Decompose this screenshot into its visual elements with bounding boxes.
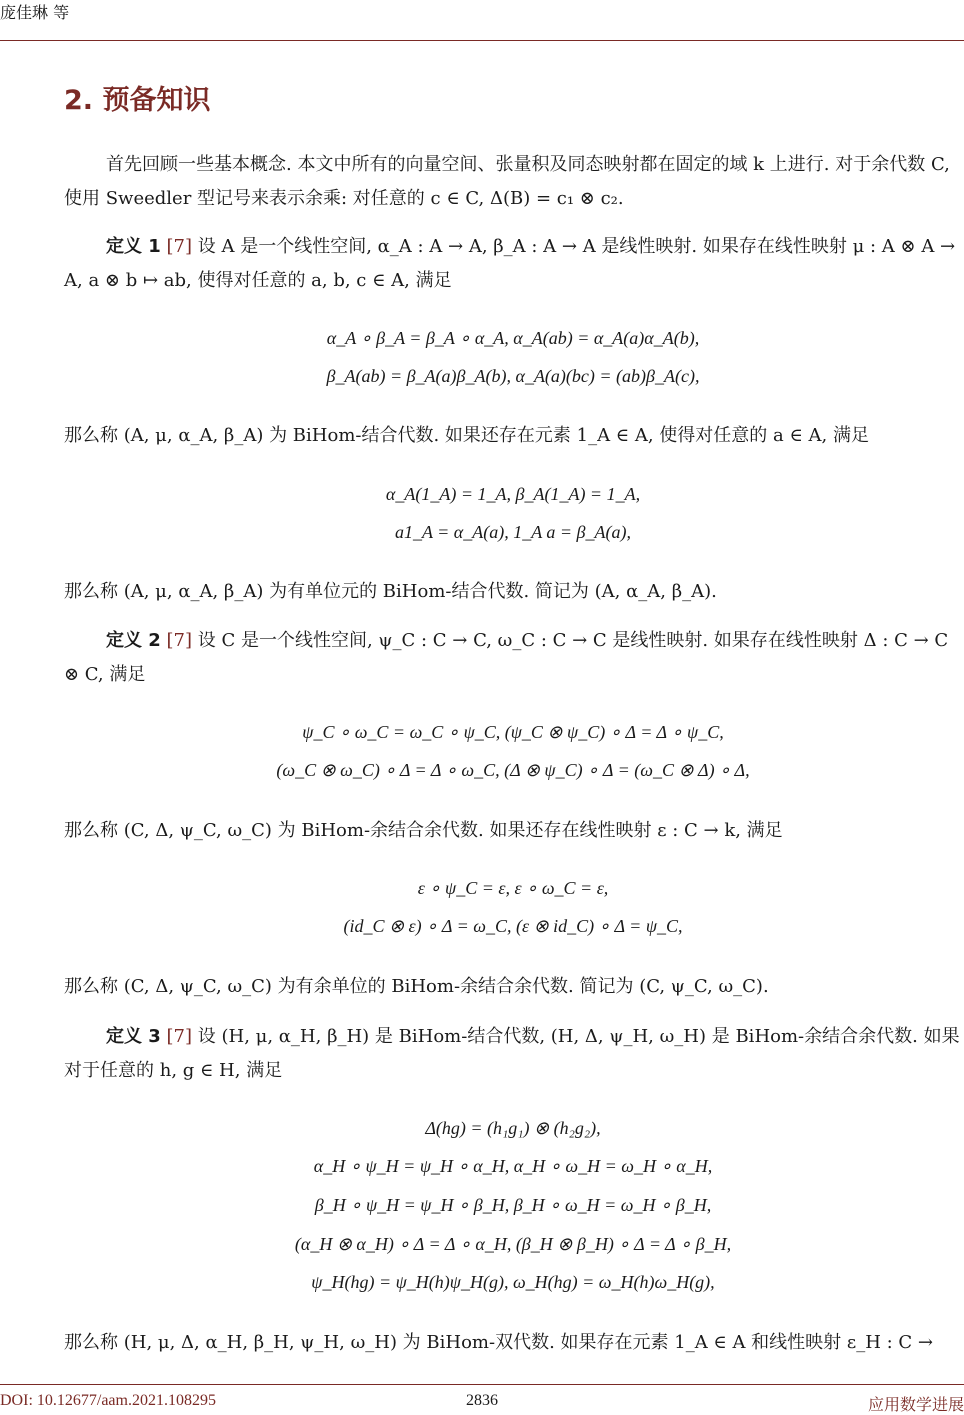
citation-link[interactable]: [7] bbox=[166, 1026, 193, 1047]
equation-line: α_A(1_A) = 1_A, β_A(1_A) = 1_A, bbox=[385, 484, 641, 504]
equation-line: (ω_C ⊗ ω_C) ∘ Δ = Δ ∘ ω_C, (Δ ⊗ ψ_C) ∘ Δ = (ω_C ⊗ Δ) ∘ Δ, bbox=[276, 760, 750, 780]
equation-line: Δ(hg) = (h₁g₁) ⊗ (h₂g₂), bbox=[425, 1118, 601, 1138]
doi-link[interactable]: DOI: 10.12677/aam.2021.108295 bbox=[0, 1392, 216, 1409]
journal-name: 应用数学进展 bbox=[867, 1395, 964, 1414]
section-title: 2. 预备知识 bbox=[64, 85, 211, 116]
definition-1-text: 设 A 是一个线性空间, α_A : A → A, β_A : A → A 是线性映射. 如果存在线性映射 μ : A ⊗ A → A, a ⊗ b ↦ ab, 使得对任意的 a, b, c ∈ A, 满足 bbox=[64, 236, 956, 291]
page-footer bbox=[0, 1384, 964, 1415]
equation-line: β_H ∘ ψ_H = ψ_H ∘ β_H, β_H ∘ ω_H = ω_H ∘ β_H, bbox=[314, 1195, 712, 1215]
citation-link[interactable]: [7] bbox=[166, 630, 193, 651]
paragraph: 那么称 (H, μ, Δ, α_H, β_H, ψ_H, ω_H) 为 BiHom-双代数. 如果存在元素 1_A ∈ A 和线性映射 ε_H : C → bbox=[64, 1332, 934, 1353]
equation-line: ψ_H(hg) = ψ_H(h)ψ_H(g), ω_H(hg) = ω_H(h)ω_H(g), bbox=[311, 1272, 715, 1292]
definition-2 bbox=[64, 624, 962, 692]
paragraph: 那么称 (A, μ, α_A, β_A) 为有单位元的 BiHom-结合代数. 简记为 (A, α_A, β_A). bbox=[64, 581, 717, 602]
definition-2-text: 设 C 是一个线性空间, ψ_C : C → C, ω_C : C → C 是线性映射. 如果存在线性映射 Δ : C → C ⊗ C, 满足 bbox=[64, 630, 949, 685]
definition-1 bbox=[64, 230, 962, 298]
paragraph: 那么称 (C, Δ, ψ_C, ω_C) 为有余单位的 BiHom-余结合余代数. 简记为 (C, ψ_C, ω_C). bbox=[64, 976, 769, 997]
paragraph: 那么称 (C, Δ, ψ_C, ω_C) 为 BiHom-余结合余代数. 如果还存在线性映射 ε : C → k, 满足 bbox=[64, 820, 783, 841]
citation-link[interactable]: [7] bbox=[166, 236, 193, 257]
definition-1-label: 定义 1 bbox=[106, 236, 161, 257]
page-header bbox=[0, 0, 964, 41]
intro-paragraph: 首先回顾一些基本概念. 本文中所有的向量空间、张量积及同态映射都在固定的域 k 上进行. 对于余代数 C, 使用 Sweedler 型记号来表示余乘: 对任意的 c ∈ C, Δ(B) = c₁ ⊗ c₂. bbox=[64, 154, 950, 209]
equation-line: (α_H ⊗ α_H) ∘ Δ = Δ ∘ α_H, (β_H ⊗ β_H) ∘ Δ = Δ ∘ β_H, bbox=[294, 1234, 732, 1254]
equation-line: α_H ∘ ψ_H = ψ_H ∘ α_H, α_H ∘ ω_H = ω_H ∘ α_H, bbox=[313, 1156, 713, 1176]
paragraph: 那么称 (A, μ, α_A, β_A) 为 BiHom-结合代数. 如果还存在元素 1_A ∈ A, 使得对任意的 a ∈ A, 满足 bbox=[64, 425, 869, 446]
equation-line: ε ∘ ψ_C = ε, ε ∘ ω_C = ε, bbox=[417, 878, 609, 898]
definition-3 bbox=[64, 1020, 962, 1088]
equation-line: (id_C ⊗ ε) ∘ Δ = ω_C, (ε ⊗ id_C) ∘ Δ = ψ_C, bbox=[343, 916, 683, 936]
definition-3-text: 设 (H, μ, α_H, β_H) 是 BiHom-结合代数, (H, Δ, ψ_H, ω_H) 是 BiHom-余结合余代数. 如果对于任意的 h, g ∈ H, 满足 bbox=[64, 1026, 960, 1081]
equation-line: ψ_C ∘ ω_C = ω_C ∘ ψ_C, (ψ_C ⊗ ψ_C) ∘ Δ = Δ ∘ ψ_C, bbox=[302, 722, 724, 742]
header-author: 庞佳琳 等 bbox=[0, 3, 70, 22]
equation-line: α_A ∘ β_A = β_A ∘ α_A, α_A(ab) = α_A(a)α_A(b), bbox=[326, 328, 700, 348]
equation-line: β_A(ab) = β_A(a)β_A(b), α_A(a)(bc) = (ab)β_A(c), bbox=[326, 366, 700, 386]
page-number: 2836 bbox=[466, 1392, 498, 1409]
definition-2-label: 定义 2 bbox=[106, 630, 161, 651]
equation-line: a1_A = α_A(a), 1_A a = β_A(a), bbox=[394, 522, 631, 542]
definition-3-label: 定义 3 bbox=[106, 1026, 161, 1047]
